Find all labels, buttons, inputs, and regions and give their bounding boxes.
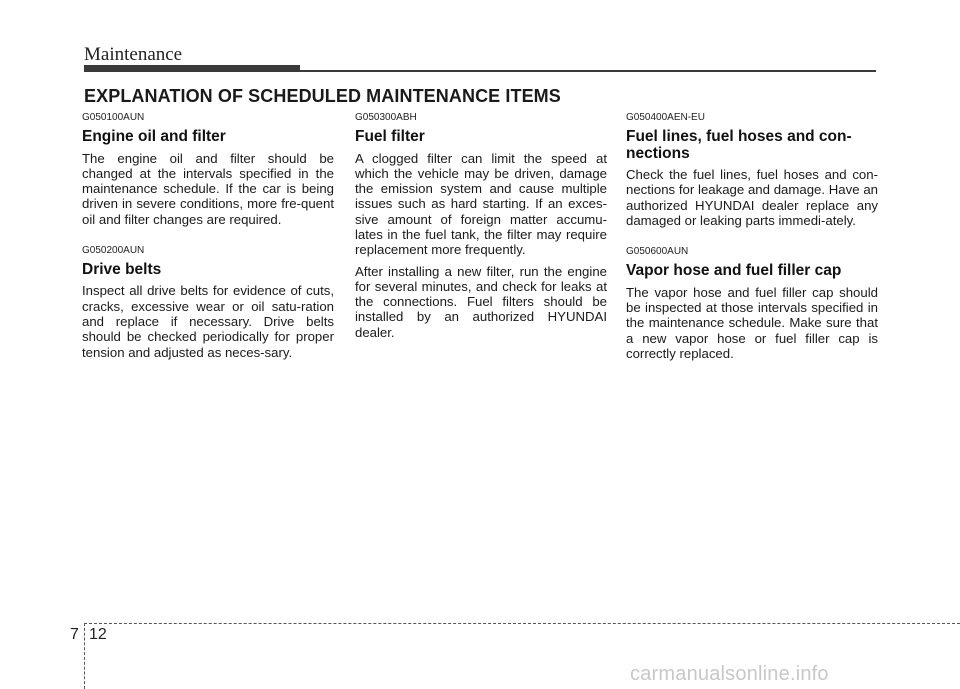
chapter-number: 7 — [70, 626, 79, 643]
section-code: G050200AUN — [82, 244, 145, 256]
section-paragraph: Check the fuel lines, fuel hoses and con-nections for leakage and damage. Have an authorized HYUNDAI dealer replace any damaged or leaking parts immedi-ately. — [626, 167, 878, 228]
section-paragraph: Inspect all drive belts for evidence of cuts, cracks, excessive wear or oil satu-ration and replace if necessary. Drive belts should be checked periodically for proper tension and adjusted as neces-sary. — [82, 283, 334, 360]
section-paragraph: The engine oil and filter should be changed at the intervals specified in the maintenance schedule. If the car is being driven in severe conditions, more fre-quent oil and filter changes are required. — [82, 150, 334, 227]
section-engine-oil — [82, 112, 334, 227]
section-title: Fuel filter — [355, 128, 425, 145]
footer-divider — [84, 623, 85, 689]
section-code: G050400AEN-EU — [626, 112, 705, 123]
section-paragraph: The vapor hose and fuel filler cap should be inspected at those intervals specified in the maintenance schedule. Make sure that a new vapor hose or fuel filler cap is correctly replaced. — [626, 284, 878, 361]
column-1 — [82, 112, 334, 378]
section-title: Vapor hose and fuel filler cap — [626, 262, 842, 280]
section-title: Fuel lines, fuel hoses and con-nections — [626, 128, 852, 162]
header-title: Maintenance — [84, 44, 183, 65]
section-title: Drive belts — [82, 260, 162, 278]
page-number: 12 — [89, 626, 107, 643]
header-bar — [84, 65, 300, 72]
section-fuel-filter — [355, 112, 607, 340]
section-paragraph: A clogged filter can limit the speed at which the vehicle may be driven, damage the emission system and cause multiple issues such as hard starting. If an exces-sive amount of foreign matter accumu-lates in the fuel tank, the filter may require replacement more frequently. — [355, 150, 607, 258]
header-rule — [300, 70, 876, 72]
section-vapor-hose — [626, 246, 878, 361]
section-code: G050300ABH — [355, 112, 417, 123]
section-paragraph: After installing a new filter, run the engine for several minutes, and check for leaks at the connections. Fuel filters should be installed by an authorized HYUNDAI dealer. — [355, 263, 607, 340]
section-title: Engine oil and filter — [82, 128, 226, 145]
section-heading: EXPLANATION OF SCHEDULED MAINTENANCE ITEMS — [84, 86, 561, 106]
column-3 — [626, 112, 878, 379]
section-code: G050600AUN — [626, 246, 689, 258]
column-2 — [355, 112, 607, 358]
section-code: G050100AUN — [82, 112, 145, 123]
footer-rule — [84, 623, 960, 624]
watermark-text: carmanualsonline.info — [630, 663, 829, 685]
section-fuel-lines — [626, 112, 878, 228]
section-drive-belts — [82, 245, 334, 360]
